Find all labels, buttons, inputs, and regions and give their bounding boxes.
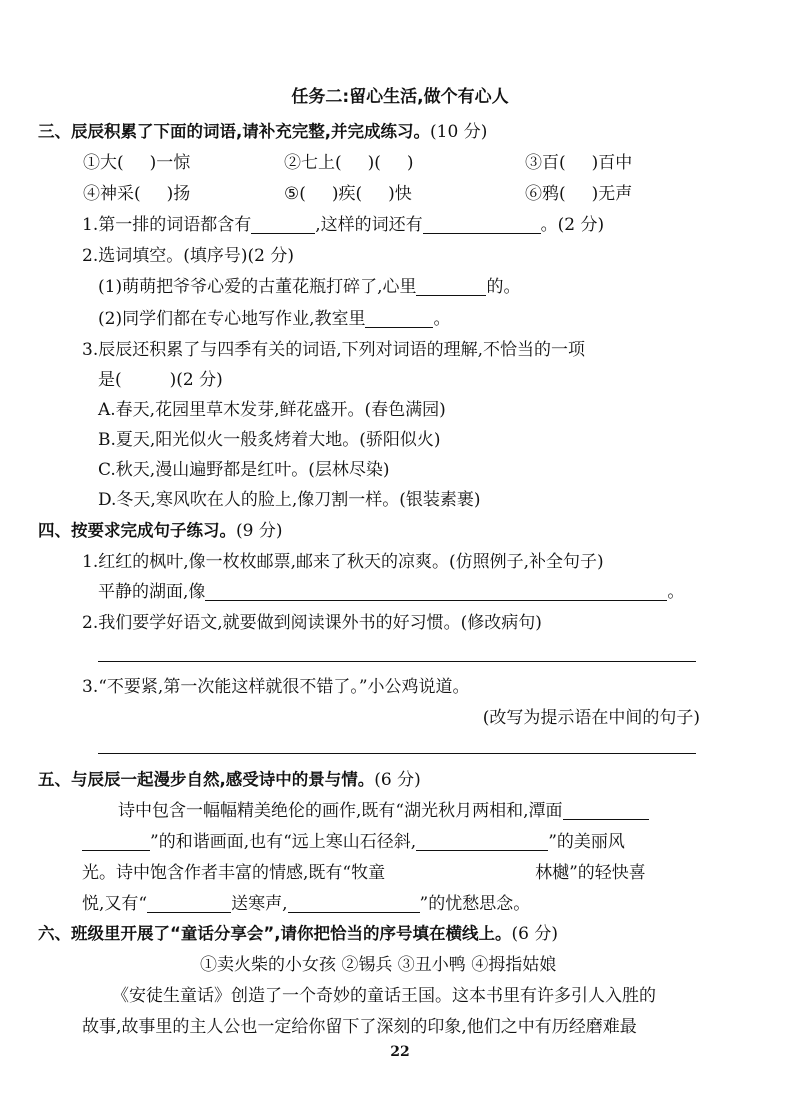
q5-line-2: ”的和谐画面,也有“远上寒山石径斜, ”的美丽风 xyxy=(82,830,625,854)
q5-line-1: 诗中包含一幅幅精美绝伦的画作,既有“湖光秋月两相和,潭面 xyxy=(118,799,649,823)
q4-sub-3: 3.“不要紧,第一次能这样就很不错了。”小公鸡说道。 xyxy=(82,677,470,697)
q5-blank-3[interactable] xyxy=(416,832,548,851)
q6-paragraph-line-1: 《安徒生童话》创造了一个奇妙的童话王国。这本书里有许多引人入胜的 xyxy=(112,986,656,1006)
q5-line-3: 光。诗中饱含作者丰富的情感,既有“牧童 林樾”的轻快喜 xyxy=(82,863,646,883)
q6-score: (6 分) xyxy=(511,924,558,944)
q4-sub-3-note: (改写为提示语在中间的句子) xyxy=(482,708,700,728)
q5-blank-1[interactable] xyxy=(563,801,649,820)
q3-heading-line xyxy=(38,120,487,144)
q5-line-4: 悦,又有“ 送寒声, ”的忧愁思念。 xyxy=(82,894,531,914)
q3-option-c: C.秋天,漫山遍野都是红叶。(层林尽染) xyxy=(98,460,390,480)
q4-heading: 四、按要求完成句子练习。 xyxy=(38,521,236,540)
q6-paragraph-line-2: 故事,故事里的主人公也一定给你留下了深刻的印象,他们之中有历经磨难最 xyxy=(82,1017,637,1037)
q3-word-4: ④神采( )扬 xyxy=(83,184,191,204)
q4-sub-1-blank[interactable] xyxy=(205,582,667,601)
q3-option-b: B.夏天,阳光似火一般炙烤着大地。(骄阳似火) xyxy=(98,430,441,450)
q3-word-6: ⑥鸦( )无声 xyxy=(525,184,633,204)
q3-sub-2-2: (2)同学们都在专心地写作业,教室里 。 xyxy=(98,309,451,329)
q4-score: (9 分) xyxy=(236,521,283,541)
task-title: 任务二:留心生活,做个有心人 xyxy=(291,87,509,107)
q5-score: (6 分) xyxy=(374,770,421,790)
q4-sub-1-fill: 平静的湖面,像 。 xyxy=(98,582,685,602)
q3-sub-3: 3.辰辰还积累了与四季有关的词语,下列对词语的理解,不恰当的一项 xyxy=(82,340,586,360)
q6-heading-line xyxy=(38,922,558,946)
q4-sub-1: 1.红红的枫叶,像一枚枚邮票,邮来了秋天的凉爽。(仿照例子,补全句子) xyxy=(82,552,604,572)
q3-sub-2-2-blank[interactable] xyxy=(365,309,433,328)
q3-sub-2-1: (1)萌萌把爷爷心爱的古董花瓶打碎了,心里 的。 xyxy=(98,277,521,297)
q3-word-5: ⑤( )疾( )快 xyxy=(284,184,412,204)
page-number: 22 xyxy=(390,1044,410,1060)
q3-sub-2: 2.选词填空。(填序号)(2 分) xyxy=(82,246,294,266)
q3-option-a: A.春天,花园里草木发芽,鲜花盛开。(春色满园) xyxy=(98,400,446,420)
q3-heading: 三、辰辰积累了下面的词语,请补充完整,并完成练习。 xyxy=(38,122,431,141)
q5-heading: 五、与辰辰一起漫步自然,感受诗中的景与情。 xyxy=(38,770,375,789)
q5-blank-5[interactable] xyxy=(147,894,231,913)
q3-score: (10 分) xyxy=(430,122,488,142)
q4-sub-3-answer-line[interactable] xyxy=(98,753,696,754)
q3-sub-1-blank-1[interactable] xyxy=(251,215,315,234)
q6-heading: 六、班级里开展了“童话分享会”,请你把恰当的序号填在横线上。 xyxy=(38,924,512,943)
q3-word-3: ③百( )百中 xyxy=(525,153,633,173)
q3-sub-1: 1.第一排的词语都含有 ,这样的词还有 。(2 分) xyxy=(82,215,605,235)
q3-word-2: ②七上( )( ) xyxy=(284,153,414,173)
q5-blank-2[interactable] xyxy=(82,832,150,851)
q3-sub-3-answer: 是( )(2 分) xyxy=(98,370,223,390)
q5-heading-line xyxy=(38,768,421,792)
q4-heading-line xyxy=(38,519,282,543)
q3-sub-2-1-blank[interactable] xyxy=(416,277,486,296)
q4-sub-2-answer-line[interactable] xyxy=(98,661,696,662)
q6-choices: ①卖火柴的小女孩 ②锡兵 ③丑小鸭 ④拇指姑娘 xyxy=(200,955,557,975)
q4-sub-2: 2.我们要学好语文,就要做到阅读课外书的好习惯。(修改病句) xyxy=(82,613,542,633)
q3-word-1: ①大( )一惊 xyxy=(83,153,191,173)
q3-option-d: D.冬天,寒风吹在人的脸上,像刀割一样。(银装素裹) xyxy=(98,490,481,510)
q5-blank-6[interactable] xyxy=(288,894,420,913)
q3-sub-1-blank-2[interactable] xyxy=(423,215,541,234)
